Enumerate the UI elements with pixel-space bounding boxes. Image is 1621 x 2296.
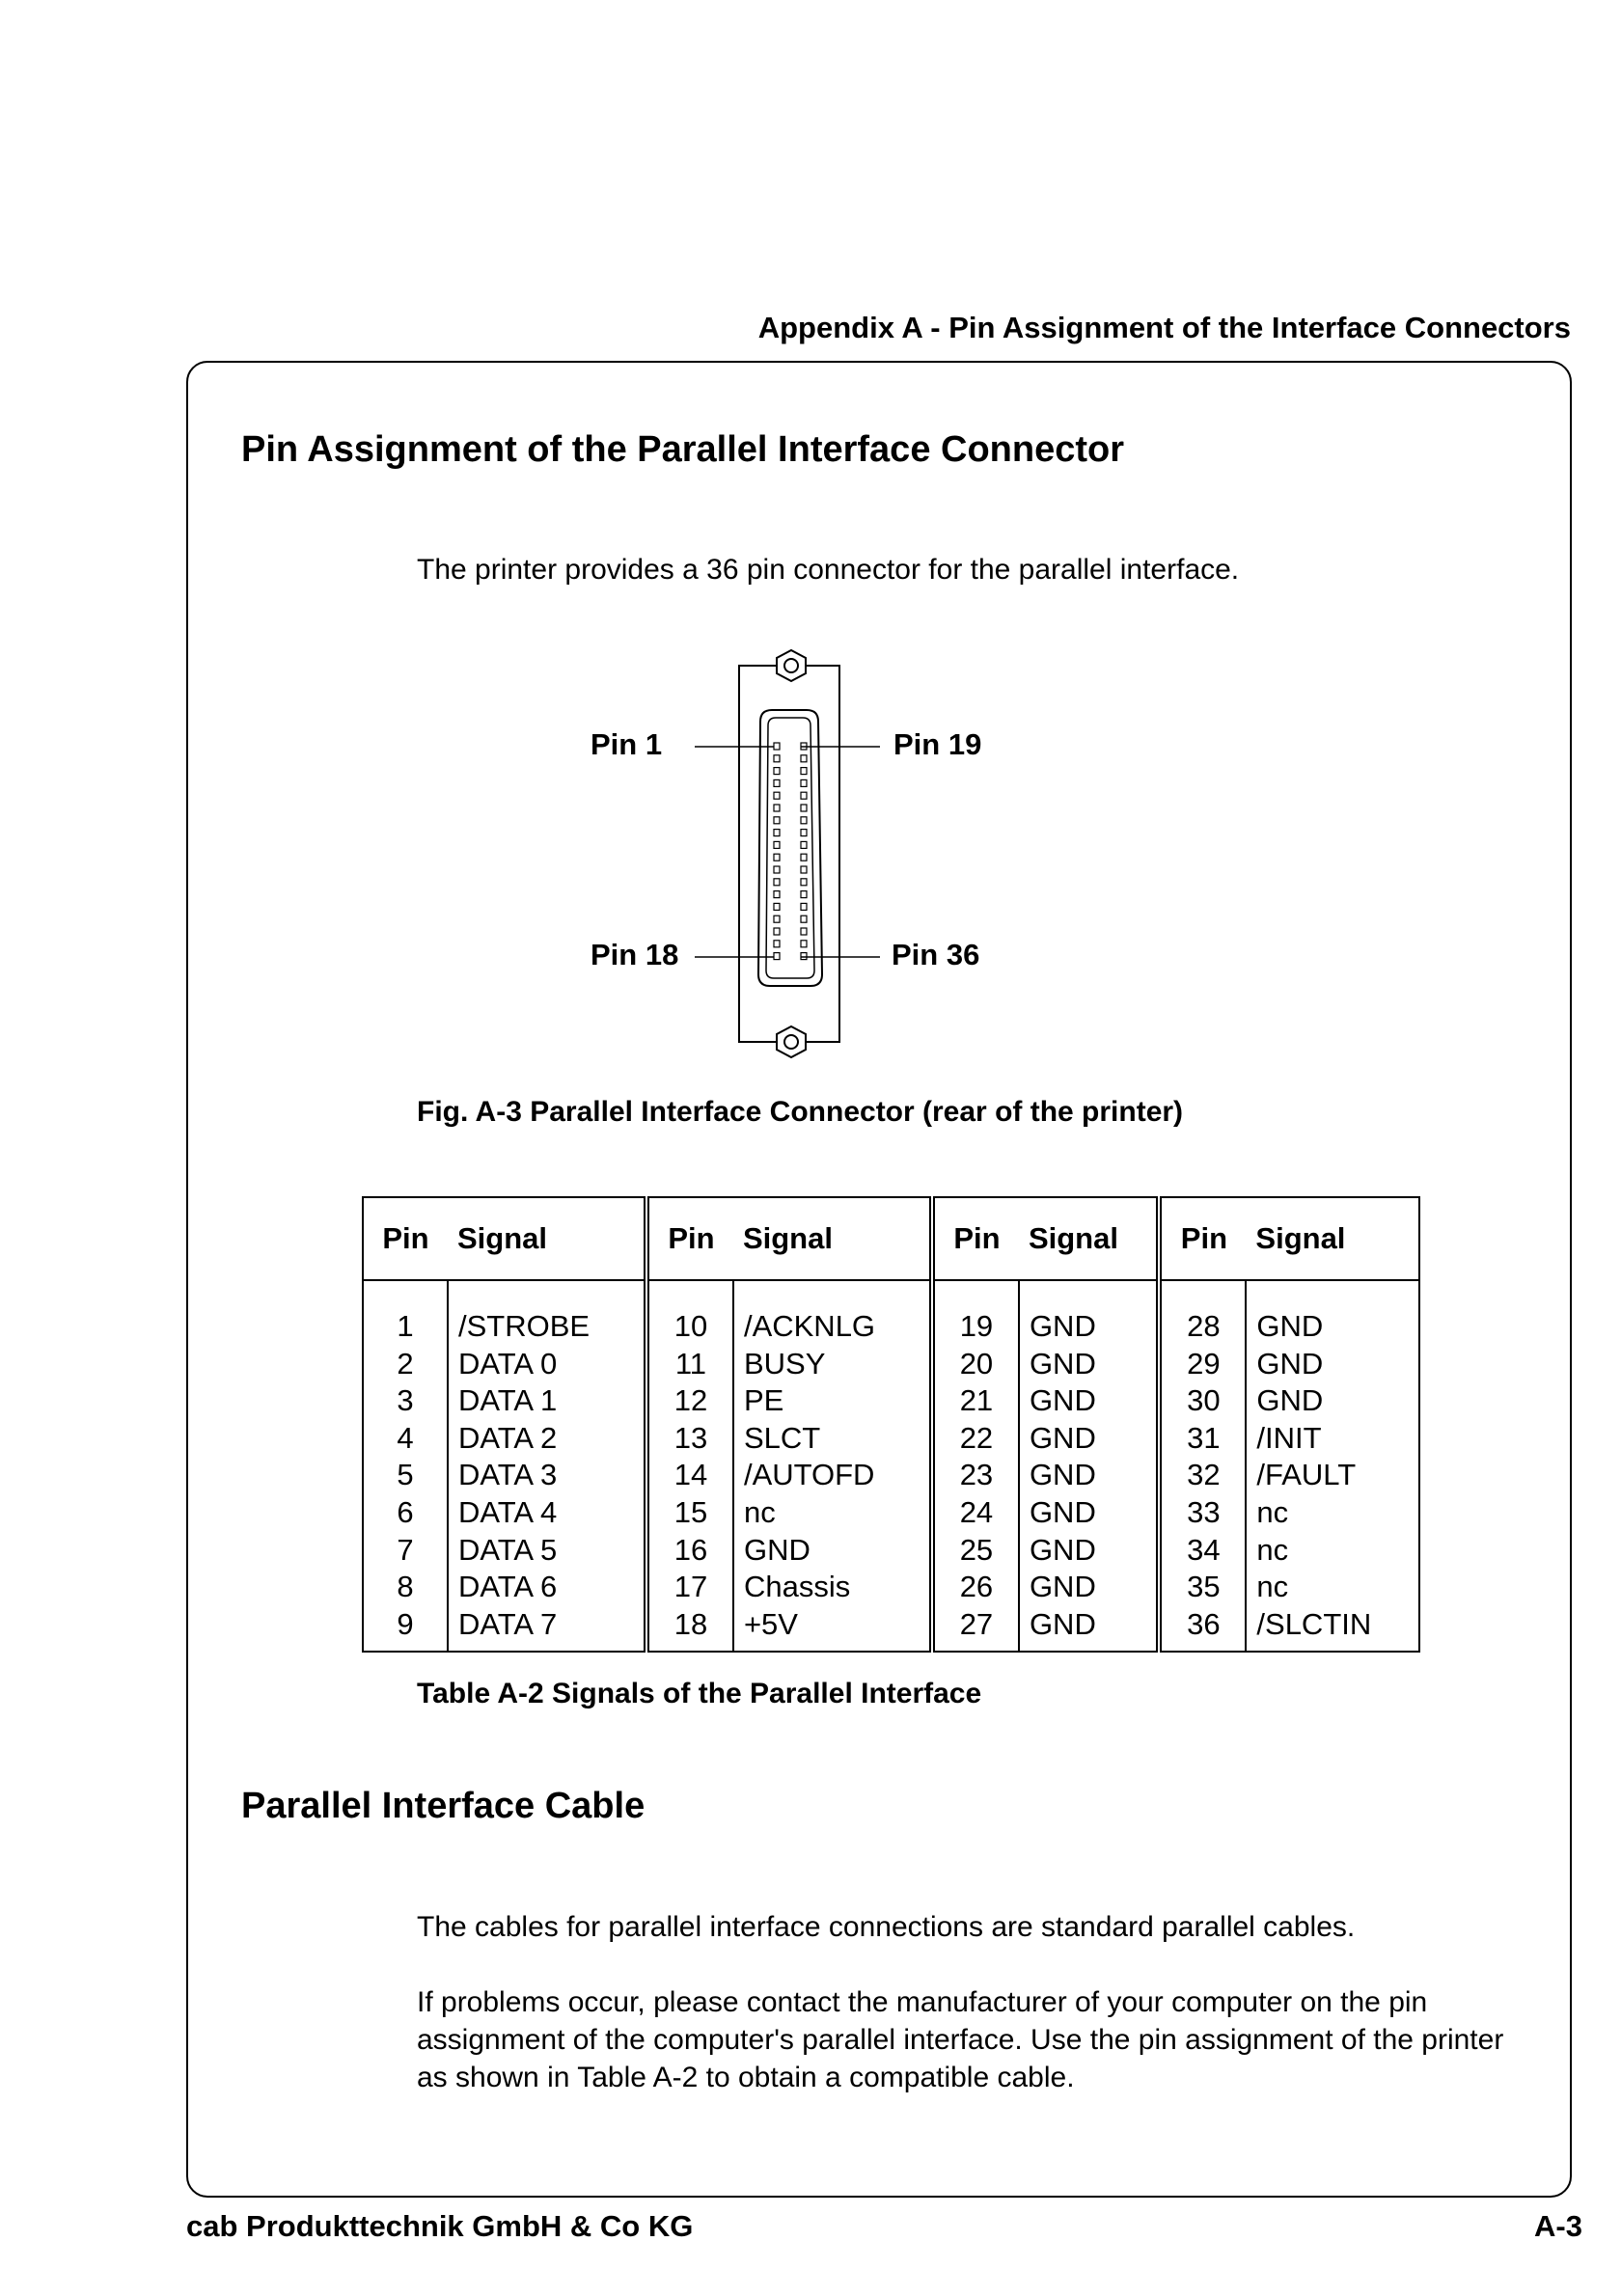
signal-name: nc <box>1256 1494 1289 1529</box>
pin-number: 28 <box>1187 1309 1221 1343</box>
connector-pin <box>774 866 780 873</box>
pin-number: 11 <box>674 1346 707 1380</box>
pin-number: 1 <box>397 1309 414 1343</box>
signal-name: GND <box>1029 1532 1096 1567</box>
connector-pin <box>801 903 807 910</box>
table-caption: Table A-2 Signals of the Parallel Interface <box>417 1678 982 1709</box>
signal-name: DATA 1 <box>458 1383 558 1418</box>
signal-name: GND <box>1029 1309 1096 1343</box>
pin-number: 14 <box>673 1458 708 1492</box>
pin-number: 29 <box>1187 1346 1221 1380</box>
pin-number: 10 <box>673 1309 708 1343</box>
connector-pin <box>801 805 807 811</box>
signal-name: nc <box>743 1494 776 1529</box>
pin-number: 18 <box>673 1606 708 1641</box>
pin-number: 2 <box>397 1346 414 1380</box>
pin-number: 17 <box>673 1570 708 1604</box>
signal-name: GND <box>1029 1458 1096 1492</box>
pin-number: 22 <box>959 1420 994 1455</box>
pin-number: 15 <box>673 1494 708 1529</box>
cable-paragraph-1: The cables for parallel interface connections are standard parallel cables. <box>417 1911 1356 1943</box>
pin-column <box>932 1280 1019 1652</box>
signal-name: DATA 0 <box>458 1346 558 1380</box>
footer-company: cab Produkttechnik GmbH & Co KG <box>186 2209 694 2243</box>
figure-caption: Fig. A-3 Parallel Interface Connector (rear of the printer) <box>417 1096 1184 1128</box>
connector-pin <box>774 879 780 886</box>
connector-pin <box>801 953 807 960</box>
signal-name: DATA 3 <box>458 1458 558 1492</box>
connector-pin <box>774 755 780 762</box>
pin-number: 21 <box>959 1383 994 1418</box>
section-title-pin-assignment: Pin Assignment of the Parallel Interface Connector <box>241 429 1125 470</box>
connector-pin <box>774 779 780 786</box>
pin-1-label: Pin 1 <box>591 727 663 761</box>
intro-paragraph: The printer provides a 36 pin connector for the parallel interface. <box>417 554 1240 586</box>
pin-number: 16 <box>673 1532 708 1567</box>
connector-pin <box>801 879 807 886</box>
pin-number: 24 <box>959 1494 994 1529</box>
signal-name: DATA 7 <box>458 1606 558 1641</box>
connector-pin <box>801 841 807 848</box>
pin-number: 13 <box>673 1420 708 1455</box>
pin-number: 23 <box>959 1458 994 1492</box>
running-header: Appendix A - Pin Assignment of the Interface Connectors <box>757 311 1571 344</box>
signal-name: GND <box>1029 1346 1096 1380</box>
pin-number: 3 <box>397 1383 414 1418</box>
connector-pin <box>774 854 780 861</box>
pin-number: 30 <box>1187 1383 1221 1418</box>
signal-column <box>1246 1280 1419 1652</box>
signal-column <box>448 1280 646 1652</box>
pin-number: 33 <box>1187 1494 1221 1529</box>
pin-number: 7 <box>397 1532 414 1567</box>
header-signal: Signal <box>1019 1197 1159 1280</box>
header-signal: Signal <box>1246 1197 1419 1280</box>
signal-name: GND <box>1256 1383 1324 1418</box>
signal-name: PE <box>743 1383 784 1418</box>
signal-column <box>733 1280 932 1652</box>
pin-number: 8 <box>397 1570 414 1604</box>
pin-number: 19 <box>959 1309 994 1343</box>
signal-name: GND <box>743 1532 810 1567</box>
parallel-connector-diagram <box>666 637 955 1071</box>
signal-column <box>1019 1280 1159 1652</box>
signal-name: DATA 6 <box>458 1570 558 1604</box>
signal-table <box>362 1196 1420 1653</box>
signal-name: /STROBE <box>458 1309 591 1343</box>
pin-36-label: Pin 36 <box>892 938 980 971</box>
pin-number: 27 <box>959 1606 994 1641</box>
connector-pin <box>774 743 780 750</box>
connector-pin <box>801 817 807 824</box>
signal-name: /SLCTIN <box>1256 1606 1372 1641</box>
connector-pin <box>774 768 780 775</box>
header-pin: Pin <box>363 1197 448 1280</box>
pin-number: 26 <box>959 1570 994 1604</box>
cable-paragraph-2: If problems occur, please contact the manufacturer of your computer on the pin assignment of the computer's parallel interface. Use the pin assignment of the printer as shown in Table A-2 to obtain a compatible cable. <box>417 1986 1504 2093</box>
connector-pin <box>801 854 807 861</box>
signal-name: GND <box>1029 1606 1096 1641</box>
section-title-cable: Parallel Interface Cable <box>241 1786 646 1826</box>
signal-name: /ACKNLG <box>743 1309 876 1343</box>
connector-pin <box>801 891 807 898</box>
connector-pin <box>801 941 807 947</box>
signal-name: DATA 5 <box>458 1532 558 1567</box>
footer-page-number: A-3 <box>1534 2209 1582 2243</box>
signal-name: /INIT <box>1256 1420 1322 1455</box>
signal-name: GND <box>1029 1383 1096 1418</box>
signal-name: +5V <box>743 1606 798 1641</box>
signal-name: /FAULT <box>1256 1458 1357 1492</box>
connector-pin <box>774 903 780 910</box>
pin-number: 25 <box>959 1532 994 1567</box>
connector-pin <box>774 841 780 848</box>
signal-name: GND <box>1029 1494 1096 1529</box>
pin-number: 4 <box>397 1420 414 1455</box>
pin-number: 36 <box>1187 1606 1221 1641</box>
signal-name: GND <box>1256 1346 1324 1380</box>
connector-pin <box>774 805 780 811</box>
signal-name: nc <box>1256 1570 1289 1604</box>
connector-pin <box>801 779 807 786</box>
pin-column <box>363 1280 448 1652</box>
connector-pin <box>801 755 807 762</box>
pin-number: 35 <box>1187 1570 1221 1604</box>
pin-18-label: Pin 18 <box>591 938 679 971</box>
connector-pin <box>774 817 780 824</box>
pin-number: 31 <box>1187 1420 1221 1455</box>
pin-column <box>646 1280 733 1652</box>
pin-number: 9 <box>397 1606 414 1641</box>
connector-pin <box>801 916 807 922</box>
connector-pin <box>801 792 807 799</box>
header-pin: Pin <box>932 1197 1019 1280</box>
signal-name: nc <box>1256 1532 1289 1567</box>
pin-19-label: Pin 19 <box>893 727 982 761</box>
pin-number: 6 <box>397 1494 414 1529</box>
connector-pin <box>774 953 780 960</box>
signal-name: BUSY <box>743 1346 826 1380</box>
connector-pin <box>774 916 780 922</box>
pin-number: 34 <box>1187 1532 1221 1567</box>
pin-number: 32 <box>1187 1458 1221 1492</box>
pin-number: 12 <box>673 1383 708 1418</box>
connector-pin <box>801 928 807 935</box>
header-pin: Pin <box>1159 1197 1246 1280</box>
connector-pin <box>774 941 780 947</box>
signal-name: GND <box>1029 1420 1096 1455</box>
table-body-row <box>363 1280 1419 1652</box>
table-header-row <box>363 1197 1419 1280</box>
signal-name: SLCT <box>743 1420 821 1455</box>
signal-name: /AUTOFD <box>743 1458 875 1492</box>
connector-pin <box>774 928 780 935</box>
connector-pin <box>774 830 780 836</box>
connector-pin <box>801 866 807 873</box>
signal-name: DATA 2 <box>458 1420 558 1455</box>
pin-number: 20 <box>959 1346 994 1380</box>
pin-column <box>1159 1280 1246 1652</box>
pin-number: 5 <box>397 1458 414 1492</box>
connector-pin <box>801 830 807 836</box>
connector-pin <box>774 792 780 799</box>
connector-pin <box>801 768 807 775</box>
signal-name: DATA 4 <box>458 1494 558 1529</box>
header-pin: Pin <box>646 1197 733 1280</box>
signal-name: GND <box>1029 1570 1096 1604</box>
connector-pin <box>774 891 780 898</box>
header-signal: Signal <box>733 1197 932 1280</box>
header-signal: Signal <box>448 1197 646 1280</box>
signal-name: GND <box>1256 1309 1324 1343</box>
signal-name: Chassis <box>743 1570 851 1604</box>
